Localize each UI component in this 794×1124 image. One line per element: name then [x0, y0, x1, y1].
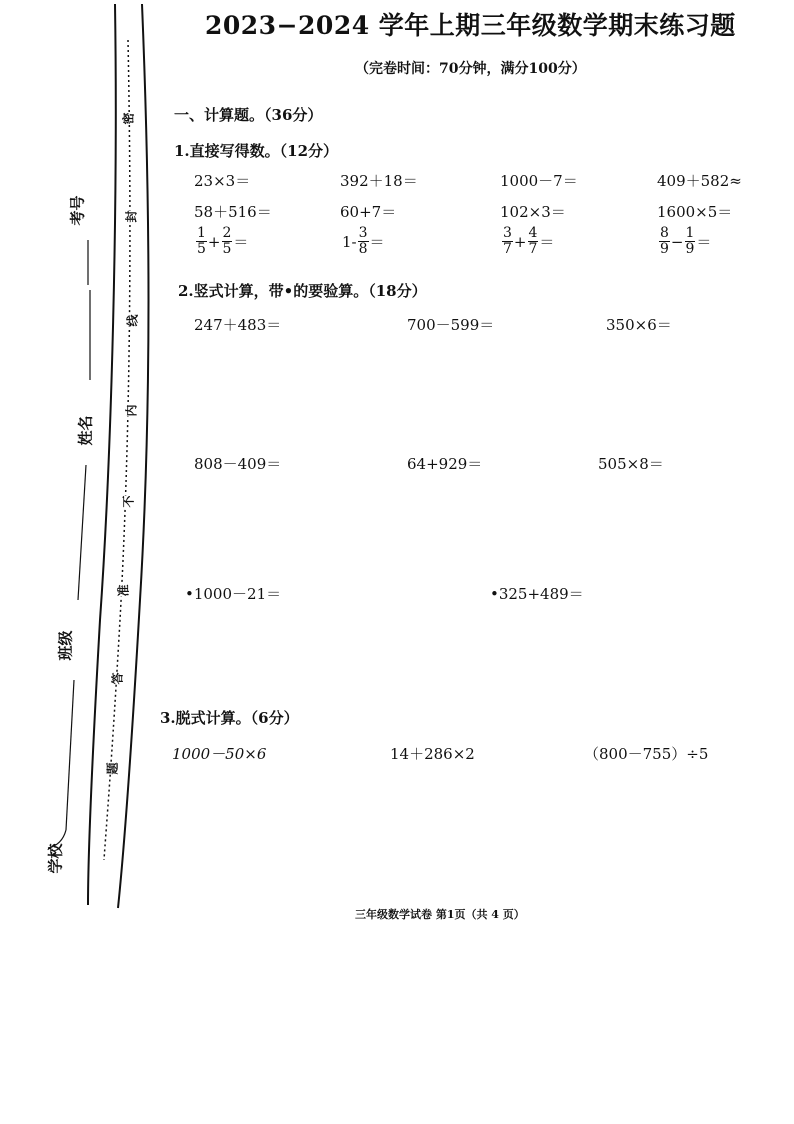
numerator: 3 — [503, 225, 512, 241]
vertical-problem-4: 808－409＝ — [194, 455, 282, 473]
denominator: 8 — [358, 241, 368, 257]
problem-1-3: 1000－7＝ — [500, 172, 578, 190]
equals: ＝ — [696, 233, 712, 251]
vertical-problem-7: •1000－21＝ — [185, 585, 282, 603]
problem-1-8: 1600×5＝ — [657, 203, 733, 221]
seal-char-1: 密 — [121, 112, 136, 125]
denominator: 9 — [660, 241, 669, 257]
fraction — [659, 226, 670, 257]
fraction — [222, 226, 233, 257]
problem-1-2: 392＋18＝ — [340, 172, 418, 190]
page-footer: 三年级数学试卷 第1页（共 4 页） — [355, 908, 525, 921]
field-line-class — [66, 680, 74, 830]
vertical-problem-5: 64+929＝ — [407, 455, 483, 473]
whole-number: 1- — [342, 232, 357, 251]
fraction-problem-1 — [196, 226, 248, 257]
fraction-problem-2 — [342, 226, 385, 257]
seal-char-8: 题 — [105, 762, 120, 775]
problem-1-4: 409＋582≈ — [657, 172, 742, 190]
page-title: 2023−2024 学年上期三年级数学期末练习题 — [205, 11, 736, 40]
numerator: 8 — [660, 225, 669, 241]
fraction — [358, 226, 369, 257]
vertical-problem-2: 700－599＝ — [407, 316, 495, 334]
dotted-binding-line — [104, 40, 130, 860]
part1-heading: 1.直接写得数。（12分） — [174, 142, 339, 160]
denominator: 7 — [528, 241, 538, 257]
section-heading-calculation: 一、计算题。（36分） — [174, 106, 323, 124]
operator: − — [670, 232, 684, 251]
field-label-kaohao: 考号 — [68, 195, 87, 226]
page-subtitle: （完卷时间：70分钟，满分100分） — [355, 61, 586, 77]
fraction — [685, 226, 696, 257]
vertical-problem-6: 505×8＝ — [598, 455, 664, 473]
vertical-problem-1: 247＋483＝ — [194, 316, 282, 334]
fraction — [196, 226, 207, 257]
problem-1-1: 23×3＝ — [194, 172, 251, 190]
problem-1-7: 102×3＝ — [500, 203, 566, 221]
problem-1-6: 60+7＝ — [340, 203, 397, 221]
seal-char-5: 不 — [121, 495, 136, 508]
seal-char-2: 封 — [124, 210, 139, 223]
operator: + — [207, 232, 221, 251]
denominator: 7 — [503, 241, 512, 257]
seal-char-7: 答 — [110, 672, 125, 685]
field-label-school: 学校 — [46, 843, 65, 874]
equals: ＝ — [369, 233, 385, 251]
vertical-problem-8: •325+489＝ — [490, 585, 584, 603]
seal-char-4: 内 — [124, 404, 139, 417]
equals: ＝ — [233, 233, 249, 251]
numerator: 2 — [222, 225, 232, 241]
part2-heading: 2.竖式计算，带•的要验算。（18分） — [178, 282, 427, 300]
numerator: 1 — [197, 225, 206, 241]
vertical-problem-3: 350×6＝ — [606, 316, 672, 334]
numerator: 3 — [358, 225, 368, 241]
numerator: 1 — [685, 225, 695, 241]
denominator: 9 — [685, 241, 695, 257]
operator: + — [513, 232, 527, 251]
denominator: 5 — [222, 241, 232, 257]
stepwise-problem-1: 1000－50×6 — [172, 745, 267, 763]
numerator: 4 — [528, 225, 538, 241]
field-line-name — [78, 465, 86, 600]
fraction — [502, 226, 513, 257]
fraction-problem-4 — [659, 226, 711, 257]
stepwise-problem-3: （800－755）÷5 — [584, 745, 709, 763]
field-label-name: 姓名 — [76, 415, 95, 446]
seal-char-3: 线 — [125, 314, 140, 327]
part3-heading: 3.脱式计算。（6分） — [160, 709, 299, 727]
stepwise-problem-2: 14＋286×2 — [390, 745, 475, 763]
problem-1-5: 58＋516＝ — [194, 203, 272, 221]
binding-margin-lines — [0, 0, 200, 920]
equals: ＝ — [539, 233, 555, 251]
outer-binding-line — [118, 4, 149, 908]
fraction-problem-3 — [502, 226, 554, 257]
fraction — [528, 226, 539, 257]
denominator: 5 — [197, 241, 206, 257]
seal-char-6: 准 — [116, 584, 131, 597]
field-label-class: 班级 — [56, 630, 75, 661]
